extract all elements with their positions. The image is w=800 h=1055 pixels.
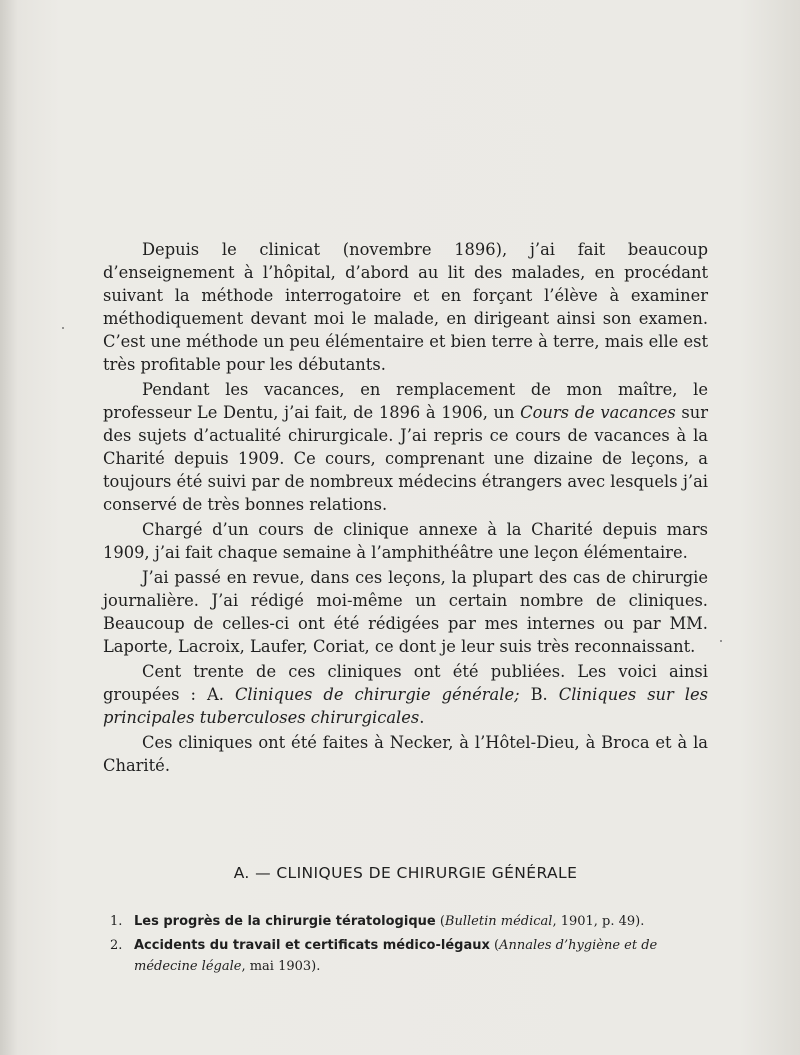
- entry-source: Annales d’hygiène et de médecine légale: [134, 938, 658, 974]
- paragraph-5-text-a: Cent trente de ces cliniques ont été publiées. Les voici ainsi groupées : A.: [103, 662, 708, 704]
- print-speck: [62, 327, 64, 329]
- section-heading: A. — CLINIQUES DE CHIRURGIE GÉNÉRALE: [233, 864, 578, 882]
- paragraph-2: [103, 378, 708, 516]
- paragraph-5-italic-b: Cliniques sur les principales tuberculoses chirurgicales: [103, 685, 709, 727]
- paragraph-3: Chargé d’un cours de clinique annexe à la Charité depuis mars 1909, j’ai fait chaque semaine à l’amphithéâtre une leçon élémentaire.: [103, 520, 708, 562]
- paragraph-6: Ces cliniques ont été faites à Necker, à l’Hôtel-Dieu, à Broca et à la Charité.: [103, 733, 708, 775]
- print-speck: [720, 640, 722, 642]
- entry-source: Bulletin médical: [444, 914, 553, 929]
- entry-title: Accidents du travail et certificats médico-légaux: [134, 938, 490, 953]
- paragraph-1: Depuis le clinicat (novembre 1896), j’ai fait beaucoup d’enseignement à l’hôpital, d’abord au lit des malades, en procédant suivant la méthode interrogatoire et en forçant l’élève à examiner méthodiquement devant moi le malade, en dirigeant ainsi son examen. C’est une méthode un peu élémentaire et bien terre à terre, mais elle est très profitable pour les débutants.: [103, 240, 708, 374]
- entry-paren: (: [489, 938, 500, 953]
- paragraph-4: J’ai passé en revue, dans ces leçons, la plupart des cas de chirurgie journalière. J’ai rédigé moi-même un certain nombre de cliniques. Beaucoup de celles-ci ont été rédigées par mes internes ou par MM. Laporte, Lacroix, Laufer, Coriat, ce dont je leur suis très reconnaissant.: [103, 568, 708, 656]
- paragraph-5: [103, 660, 708, 729]
- bleed-through-texture: [120, 70, 720, 224]
- entry-number: 1.: [110, 914, 123, 929]
- paragraph-5-text-c: .: [419, 708, 425, 727]
- paragraph-2-text-a: Pendant les vacances, en remplacement de mon maître, le professeur Le Dentu, j’ai fait, de 1896 à 1906, un: [103, 380, 708, 422]
- paragraph-5-italic-a: Cliniques de chirurgie générale;: [234, 685, 520, 704]
- list-item: [110, 911, 710, 932]
- paragraph-5-text-b: B.: [519, 685, 559, 704]
- entry-text: [134, 911, 710, 932]
- entry-paren: (: [435, 914, 445, 929]
- main-text: [103, 238, 708, 779]
- entry-details: , 1901, p. 49).: [552, 914, 645, 929]
- paragraph-2-text-b: sur des sujets d’actualité chirurgicale. J’ai repris ce cours de vacances à la Charité depuis 1909. Ce cours, comprenant une dizaine de leçons, a toujours été suivi par de nombreux médecins étrangers avec lesquels j’ai conservé de très bonnes relations.: [103, 403, 708, 514]
- paragraph-2-italic: Cours de vacances: [520, 403, 676, 422]
- entry-title: Les progrès de la chirurgie tératologique: [134, 914, 436, 929]
- clinique-list: [110, 911, 710, 980]
- list-item: [110, 935, 710, 977]
- entry-text: [134, 935, 710, 977]
- entry-details: , mai 1903).: [241, 959, 321, 974]
- entry-number: 2.: [110, 938, 123, 953]
